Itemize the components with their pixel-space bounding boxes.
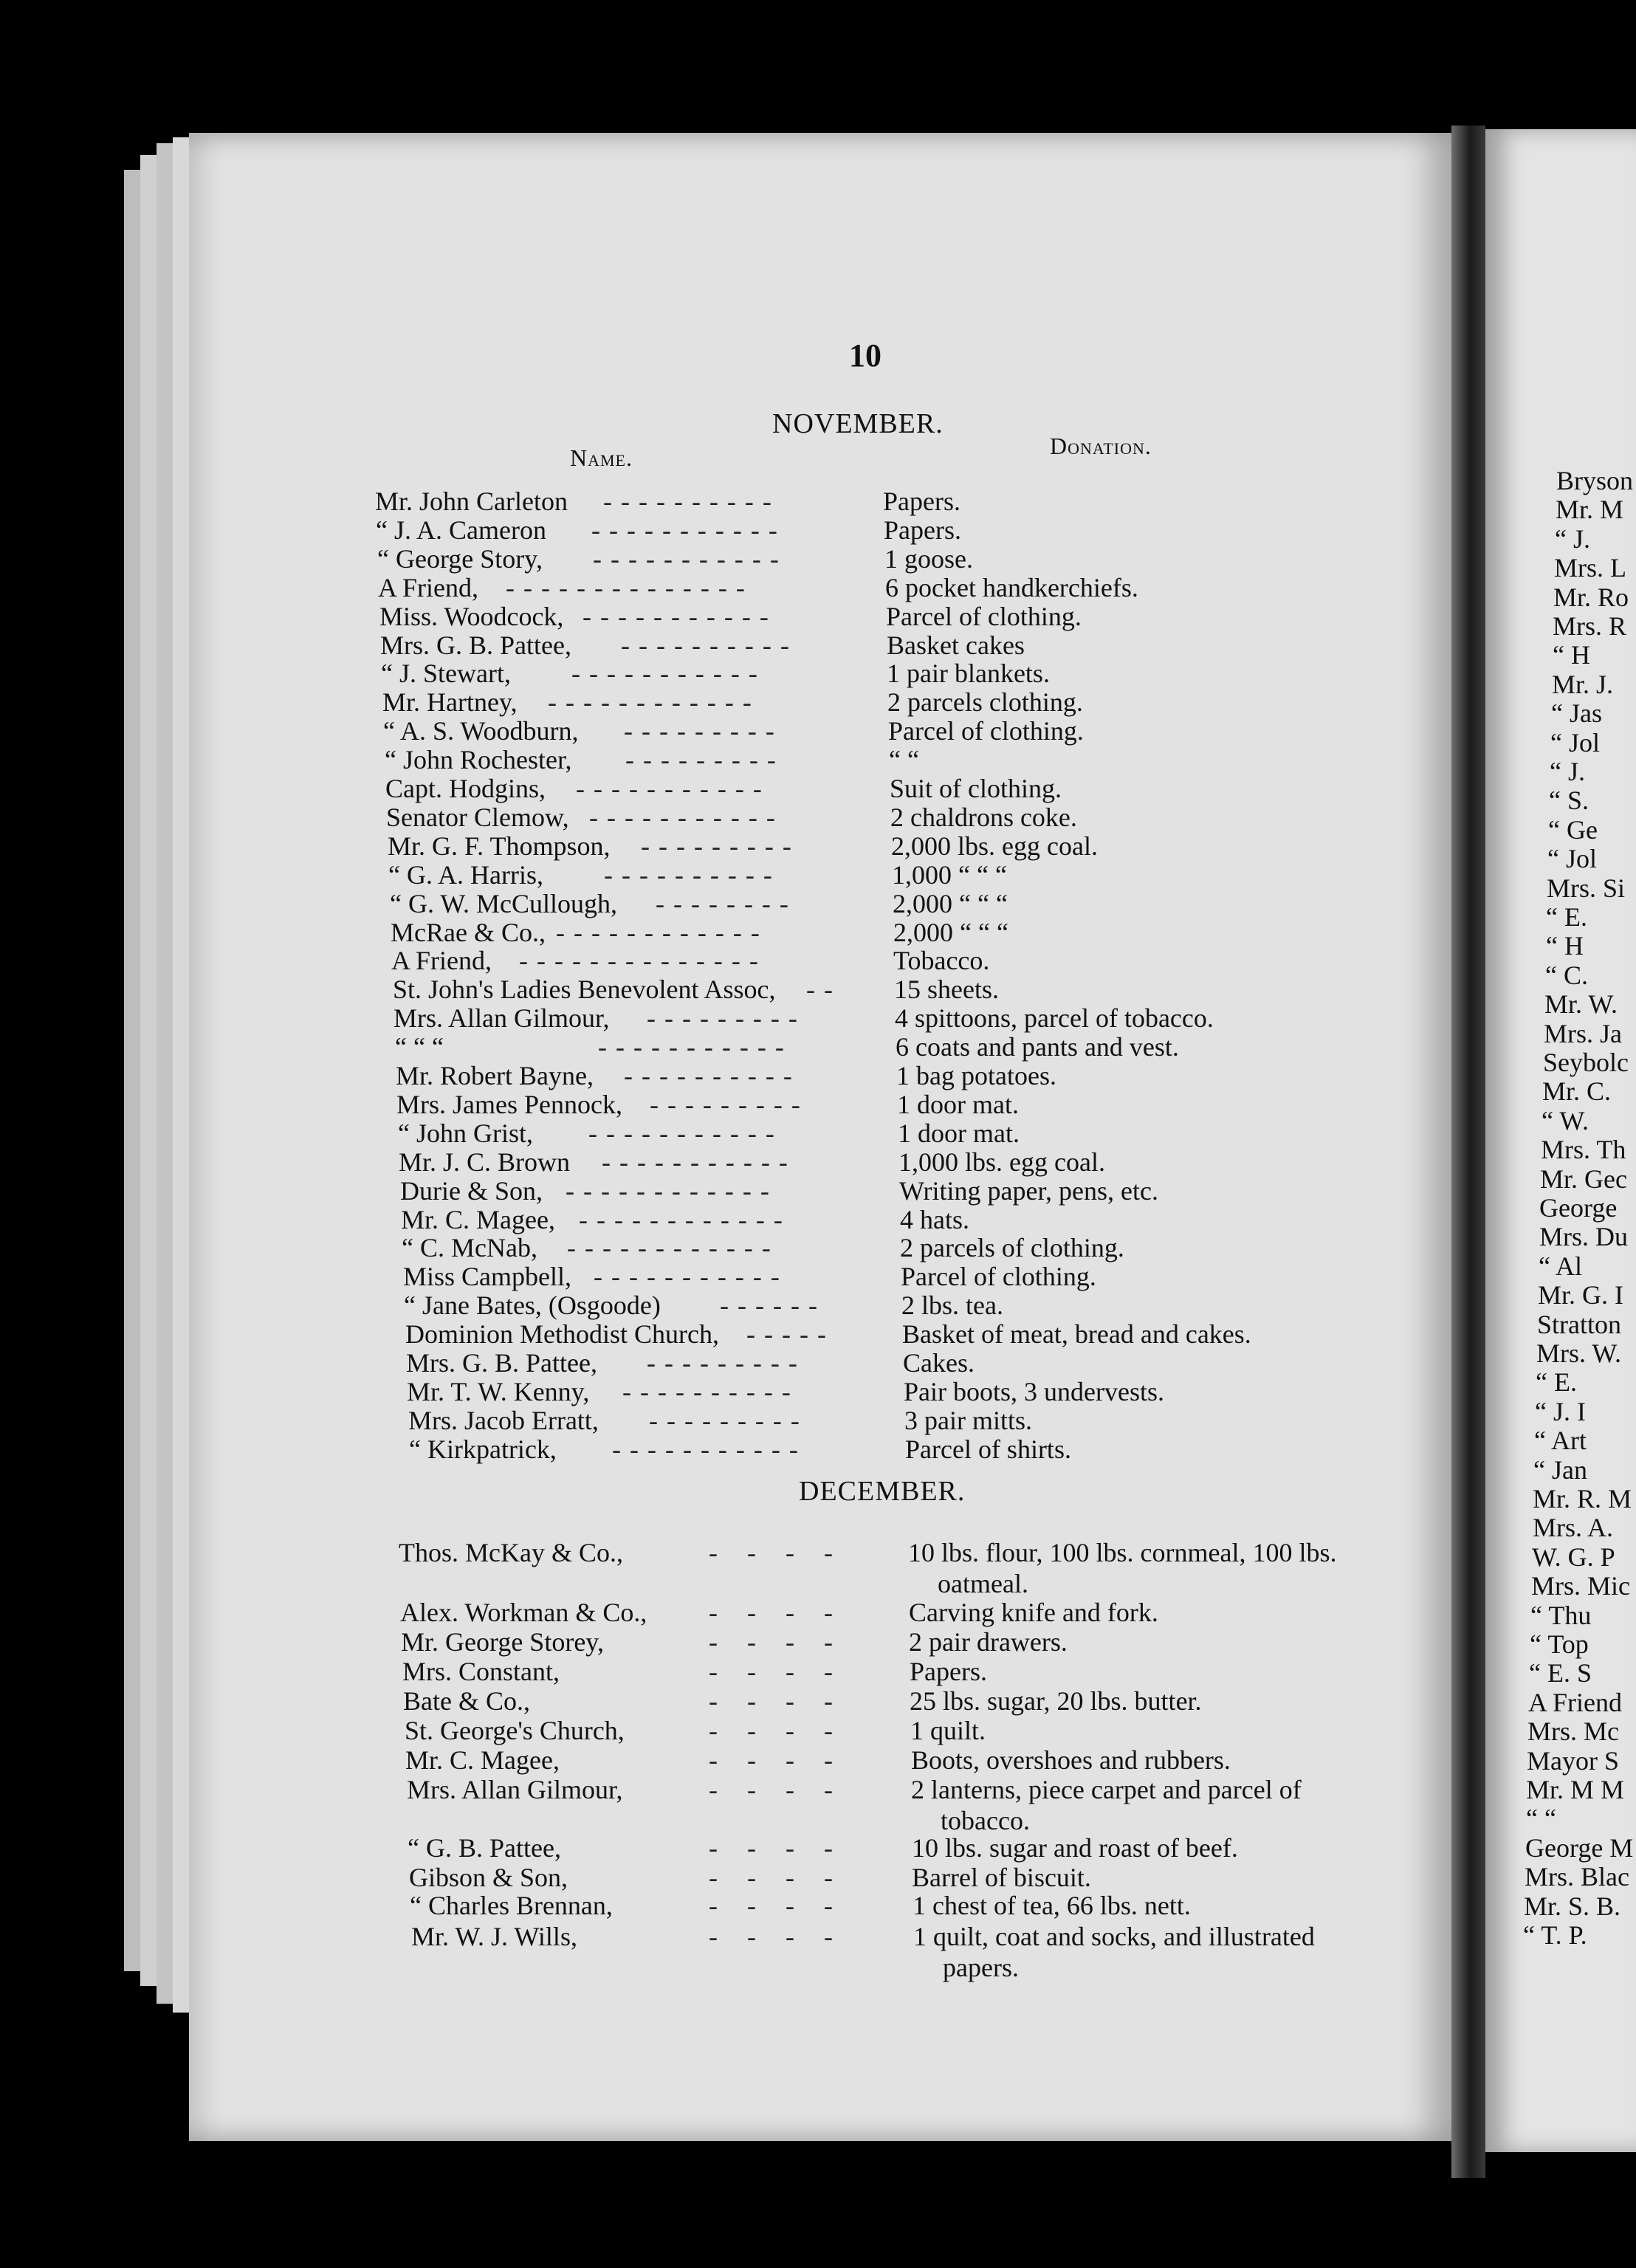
donation-text: 1 chest of tea, 66 lbs. nett. <box>912 1891 1191 1920</box>
leader-dots: ----------- <box>602 1147 797 1177</box>
right-page-line: “ Jas <box>1551 698 1602 728</box>
leader-dots: ---------- <box>622 1377 800 1406</box>
right-page-line: Mrs. Th <box>1541 1135 1626 1164</box>
right-page-line: “ J. <box>1555 524 1590 554</box>
leader-dots: ---- <box>709 1716 862 1745</box>
donor-name: Miss. Woodcock, <box>379 602 564 631</box>
donation-text: 4 hats. <box>900 1205 969 1234</box>
donor-name: “ J. A. Cameron <box>376 515 546 545</box>
leader-dots: ---- <box>709 1922 862 1951</box>
donation-text: 2 pair drawers. <box>909 1627 1068 1657</box>
donor-name: “ Kirkpatrick, <box>409 1434 557 1464</box>
donation-text: 2 lbs. tea. <box>901 1291 1003 1320</box>
right-page-line: George <box>1539 1193 1618 1223</box>
right-page-line: “ Art <box>1534 1426 1587 1455</box>
right-page-line: W. G. P <box>1532 1542 1615 1572</box>
right-page-line: Mr. J. <box>1552 670 1614 699</box>
november-heading: NOVEMBER. <box>772 408 944 439</box>
donation-text: 1 door mat. <box>898 1118 1020 1148</box>
donation-text: Pair boots, 3 undervests. <box>904 1377 1164 1406</box>
donation-text: 1 quilt, coat and socks, and illustrated <box>913 1922 1315 1951</box>
donor-name: “ George Story, <box>377 544 543 574</box>
leader-dots: --------- <box>647 1003 806 1033</box>
donor-name: Mr. C. Magee, <box>405 1745 560 1775</box>
table-row <box>393 1003 1444 1032</box>
leader-dots: ---- <box>709 1863 862 1892</box>
table-row <box>405 1715 1444 1745</box>
table-row <box>395 1031 1444 1061</box>
donation-text: 3 pair mitts. <box>904 1406 1032 1435</box>
right-page-line: “ C. <box>1545 961 1588 990</box>
leader-dots: ---- <box>709 1598 862 1627</box>
donation-text: Papers. <box>910 1657 987 1686</box>
donation-text: Tobacco. <box>893 946 990 975</box>
donation-text: 2 parcels clothing. <box>887 687 1083 717</box>
december-heading: DECEMBER. <box>799 1476 966 1507</box>
table-row <box>379 601 1444 630</box>
table-row <box>405 1319 1444 1348</box>
donation-text: Parcel of clothing. <box>886 602 1082 631</box>
table-row <box>382 687 1444 716</box>
book-gutter <box>1451 126 1485 2178</box>
donation-text: “ “ <box>889 745 919 774</box>
table-row <box>411 1921 1444 1982</box>
table-row <box>388 831 1444 860</box>
table-row <box>383 715 1444 745</box>
table-row <box>376 515 1444 544</box>
donation-text: 1 pair blankets. <box>887 659 1050 688</box>
leader-dots: ----------- <box>582 602 777 631</box>
table-row <box>402 1656 1444 1685</box>
table-row <box>386 802 1444 831</box>
donor-name: Mr. John Carleton <box>375 487 568 516</box>
donation-text: 1,000 “ “ “ <box>892 860 1007 890</box>
donation-text: Parcel of clothing. <box>888 716 1084 746</box>
right-page-line: Stratton <box>1537 1310 1621 1339</box>
table-row <box>400 1175 1444 1205</box>
table-row <box>401 1626 1444 1656</box>
donation-text: 2,000 lbs. egg coal. <box>891 831 1098 861</box>
donor-name: “ G. W. McCullough, <box>390 889 618 918</box>
donor-name: “ G. B. Pattee, <box>408 1833 561 1863</box>
table-row <box>391 917 1444 946</box>
leader-dots: --------- <box>649 1406 808 1435</box>
donation-column-header: Donation. <box>1050 433 1152 459</box>
right-page-line: Mr. G. I <box>1538 1280 1623 1310</box>
donation-text: 1 goose. <box>884 544 973 574</box>
donation-text: 2 parcels of clothing. <box>900 1233 1124 1262</box>
table-row <box>380 630 1444 659</box>
table-row <box>408 1832 1444 1862</box>
right-page-line: Mrs. Si <box>1547 873 1626 903</box>
table-row <box>378 572 1444 602</box>
donor-name: “ C. McNab, <box>402 1233 537 1262</box>
right-page-line: Bryson <box>1556 466 1634 495</box>
leader-dots: ---------- <box>604 860 781 890</box>
donor-name: St. George's Church, <box>405 1716 625 1745</box>
donor-name: Capt. Hodgins, <box>385 774 546 803</box>
donor-name: Dominion Methodist Church, <box>405 1319 719 1349</box>
table-row <box>399 1147 1444 1176</box>
donation-text: Papers. <box>884 515 961 545</box>
donation-text-continued: tobacco. <box>941 1806 1030 1835</box>
donation-text: 1 door mat. <box>897 1090 1019 1119</box>
table-row <box>396 1089 1444 1118</box>
donor-name: Mrs. G. B. Pattee, <box>380 630 571 660</box>
donation-text: 10 lbs. sugar and roast of beef. <box>912 1833 1238 1863</box>
donation-text: Basket cakes <box>887 630 1025 660</box>
donor-name: Mrs. James Pennock, <box>396 1090 622 1119</box>
donor-name: Mr. T. W. Kenny, <box>407 1377 590 1406</box>
leader-dots: ----------- <box>591 515 786 545</box>
table-row <box>400 1597 1444 1626</box>
donor-name: “ A. S. Woodburn, <box>383 716 579 746</box>
right-page-line: “ E. <box>1536 1367 1577 1397</box>
right-page-line: “ H <box>1546 931 1584 961</box>
leader-dots: ----------- <box>589 803 784 832</box>
donation-text: 4 spittoons, parcel of tobacco. <box>895 1003 1214 1033</box>
right-page-line: Mr. W. <box>1544 989 1618 1019</box>
right-page-line: “ Thu <box>1530 1601 1592 1630</box>
right-page-line: Mr. M M <box>1526 1775 1625 1804</box>
donation-text: 1 bag potatoes. <box>896 1061 1056 1090</box>
donor-name: Mrs. Constant, <box>402 1657 560 1686</box>
right-page-line: “ H <box>1553 640 1590 670</box>
donor-name: “ John Rochester, <box>385 745 572 774</box>
right-page-line: “ Jol <box>1550 728 1600 757</box>
table-row <box>396 1060 1444 1090</box>
right-page-line: Mr. M <box>1556 495 1624 524</box>
leader-dots: --------- <box>641 831 800 861</box>
right-page-line: Mrs. L <box>1554 553 1626 583</box>
table-row <box>405 1745 1444 1774</box>
donation-text: Cakes. <box>903 1348 975 1378</box>
leader-dots: --------- <box>625 745 785 774</box>
leader-dots: ----------- <box>594 1262 788 1291</box>
donor-name: Mrs. G. B. Pattee, <box>406 1348 597 1378</box>
leader-dots: ---- <box>709 1745 862 1775</box>
leader-dots: ------------ <box>556 918 769 947</box>
donation-text: Suit of clothing. <box>890 774 1062 803</box>
leader-dots: ----------- <box>612 1434 807 1464</box>
donor-name: Mr. George Storey, <box>401 1627 604 1657</box>
table-row <box>404 1290 1444 1319</box>
leader-dots: ------------ <box>567 1233 780 1262</box>
donation-text: 15 sheets. <box>894 975 999 1004</box>
right-page-line: Mrs. Mic <box>1531 1571 1630 1601</box>
donation-text: 6 pocket handkerchiefs. <box>885 573 1138 602</box>
name-column-header: Name. <box>570 444 633 471</box>
leader-dots: ------------ <box>579 1205 791 1234</box>
donor-name: St. John's Ladies Benevolent Assoc, <box>393 975 776 1004</box>
leader-dots: ----------- <box>571 659 766 688</box>
right-page-line: “ J. <box>1550 757 1585 786</box>
donation-text: Boots, overshoes and rubbers. <box>911 1745 1231 1775</box>
table-row <box>388 859 1444 889</box>
table-row <box>410 1890 1444 1920</box>
right-page-line: Mrs. W. <box>1536 1339 1622 1368</box>
table-row <box>403 1685 1444 1715</box>
donation-text-continued: oatmeal. <box>938 1569 1028 1598</box>
donor-name: Mrs. Allan Gilmour, <box>393 1003 610 1033</box>
leader-dots: ----- <box>746 1319 835 1349</box>
leader-dots: ------------ <box>548 687 760 717</box>
right-page-line: “ J. I <box>1535 1397 1586 1426</box>
table-row <box>403 1261 1444 1291</box>
right-page-line: “ T. P. <box>1523 1920 1587 1950</box>
leader-dots: ----------- <box>576 774 771 803</box>
donation-text: Parcel of clothing. <box>901 1262 1096 1291</box>
table-row <box>399 1537 1444 1598</box>
table-row <box>381 658 1444 687</box>
donation-text: 2,000 “ “ “ <box>893 918 1008 947</box>
donor-name: McRae & Co., <box>391 918 546 947</box>
leader-dots: ---- <box>709 1775 862 1804</box>
donor-name: Mr. C. Magee, <box>401 1205 555 1234</box>
donor-name: A Friend, <box>378 573 479 602</box>
leader-dots: -------------- <box>506 573 754 602</box>
donor-name: Thos. McKay & Co., <box>399 1538 623 1567</box>
donor-name: “ J. Stewart, <box>381 659 511 688</box>
leader-dots: -- <box>806 975 842 1004</box>
table-row <box>391 945 1444 975</box>
leader-dots: ----------- <box>593 544 788 574</box>
right-page-line: Mrs. R <box>1553 611 1627 641</box>
table-row <box>393 974 1444 1003</box>
right-page-line: “ Ge <box>1548 815 1598 845</box>
table-row <box>377 543 1444 573</box>
donor-name: Mr. G. F. Thompson, <box>388 831 611 861</box>
leader-dots: -------------- <box>519 946 767 975</box>
donor-name: Durie & Son, <box>400 1176 543 1206</box>
table-row <box>409 1862 1444 1891</box>
donation-text: 1,000 lbs. egg coal. <box>898 1147 1105 1177</box>
donation-text: 1 quilt. <box>910 1716 986 1745</box>
table-row <box>385 773 1444 803</box>
table-row <box>407 1376 1444 1406</box>
table-row <box>407 1774 1444 1835</box>
right-page-line: “ W. <box>1542 1106 1589 1135</box>
leader-dots: --------- <box>624 716 783 746</box>
right-page-line: Mr. S. B. <box>1524 1891 1621 1921</box>
right-page-line: Mayor S <box>1527 1746 1619 1776</box>
table-row <box>401 1204 1444 1234</box>
donor-name: “ “ “ <box>395 1032 444 1062</box>
page-number: 10 <box>849 337 881 374</box>
donor-name: A Friend, <box>391 946 492 975</box>
donation-text: 25 lbs. sugar, 20 lbs. butter. <box>910 1686 1202 1716</box>
right-page-line: Mrs. Ja <box>1544 1019 1622 1048</box>
right-page-line: “ E. <box>1546 902 1587 932</box>
right-page-line: “ E. S <box>1529 1658 1592 1688</box>
donation-text: Writing paper, pens, etc. <box>899 1176 1158 1206</box>
leader-dots: ---- <box>709 1891 862 1920</box>
right-page-line: “ Jol <box>1547 844 1597 873</box>
right-page-line: “ Top <box>1530 1629 1589 1659</box>
right-page-line: “ “ <box>1526 1804 1556 1833</box>
donation-text: Parcel of shirts. <box>905 1434 1071 1464</box>
donor-name: “ Charles Brennan, <box>410 1891 613 1920</box>
leader-dots: ---------- <box>624 1061 801 1090</box>
donation-text-continued: papers. <box>943 1953 1019 1982</box>
donation-text: 2 chaldrons coke. <box>890 803 1077 832</box>
table-row <box>390 888 1444 918</box>
leader-dots: ---- <box>709 1833 862 1863</box>
leader-dots: ------ <box>720 1291 826 1320</box>
leader-dots: -------- <box>656 889 797 918</box>
donation-text: Barrel of biscuit. <box>912 1863 1091 1892</box>
donor-name: Mrs. Allan Gilmour, <box>407 1775 623 1804</box>
right-page-line: Mr. C. <box>1542 1076 1612 1106</box>
right-page-line: “ Jan <box>1533 1455 1587 1485</box>
right-page-line: Mr. R. M <box>1533 1484 1632 1513</box>
right-page-line: Mrs. Mc <box>1527 1717 1619 1746</box>
right-page-line: Mr. Ro <box>1553 583 1629 612</box>
right-page-line: Seybolc <box>1543 1048 1629 1077</box>
donation-text: Basket of meat, bread and cakes. <box>902 1319 1251 1349</box>
table-row <box>375 486 1444 515</box>
leader-dots: ---- <box>709 1627 862 1657</box>
donor-name: Alex. Workman & Co., <box>400 1598 647 1627</box>
right-page-line: “ Al <box>1539 1251 1582 1281</box>
donor-name: Mr. Hartney, <box>382 687 518 717</box>
donor-name: “ Jane Bates, (Osgoode) <box>404 1291 661 1320</box>
leader-dots: ----------- <box>598 1032 793 1062</box>
leader-dots: ---- <box>709 1657 862 1686</box>
donation-text: Papers. <box>883 487 960 516</box>
right-page-line: Mrs. Du <box>1539 1222 1629 1251</box>
donation-text: Carving knife and fork. <box>909 1598 1158 1627</box>
table-row <box>408 1405 1444 1434</box>
leader-dots: ---------- <box>621 630 798 660</box>
right-page-line: Mrs. A. <box>1533 1513 1614 1542</box>
donor-name: Mrs. Jacob Erratt, <box>408 1406 599 1435</box>
leader-dots: ---- <box>709 1686 862 1716</box>
leader-dots: ---------- <box>603 487 780 516</box>
right-page-line: “ S. <box>1549 786 1589 815</box>
donor-name: Mr. W. J. Wills, <box>411 1922 577 1951</box>
leader-dots: ---- <box>709 1538 862 1567</box>
leader-dots: ------------ <box>566 1176 778 1206</box>
right-page-line: A Friend <box>1528 1688 1623 1717</box>
table-row <box>409 1434 1444 1463</box>
table-row <box>402 1232 1444 1262</box>
donor-name: Miss Campbell, <box>403 1262 572 1291</box>
donor-name: Bate & Co., <box>403 1686 530 1716</box>
donor-name: “ G. A. Harris, <box>388 860 543 890</box>
donation-text: 2,000 “ “ “ <box>893 889 1008 918</box>
table-row <box>398 1118 1444 1147</box>
leader-dots: --------- <box>647 1348 806 1378</box>
donor-name: Gibson & Son, <box>409 1863 568 1892</box>
donor-name: Senator Clemow, <box>386 803 569 832</box>
table-row <box>385 744 1444 774</box>
leader-dots: --------- <box>650 1090 809 1119</box>
donation-text: 2 lanterns, piece carpet and parcel of <box>911 1775 1302 1804</box>
table-row <box>406 1347 1444 1377</box>
donation-text: 10 lbs. flour, 100 lbs. cornmeal, 100 lbs. <box>908 1538 1337 1567</box>
leader-dots: ----------- <box>588 1118 783 1148</box>
right-page-line: George M <box>1525 1833 1634 1863</box>
right-page-line: Mrs. Blac <box>1525 1862 1629 1891</box>
donor-name: Mr. J. C. Brown <box>399 1147 571 1177</box>
donor-name: “ John Grist, <box>398 1118 533 1148</box>
right-page-line: Mr. Gec <box>1540 1164 1627 1194</box>
donation-text: 6 coats and pants and vest. <box>896 1032 1179 1062</box>
donor-name: Mr. Robert Bayne, <box>396 1061 594 1090</box>
